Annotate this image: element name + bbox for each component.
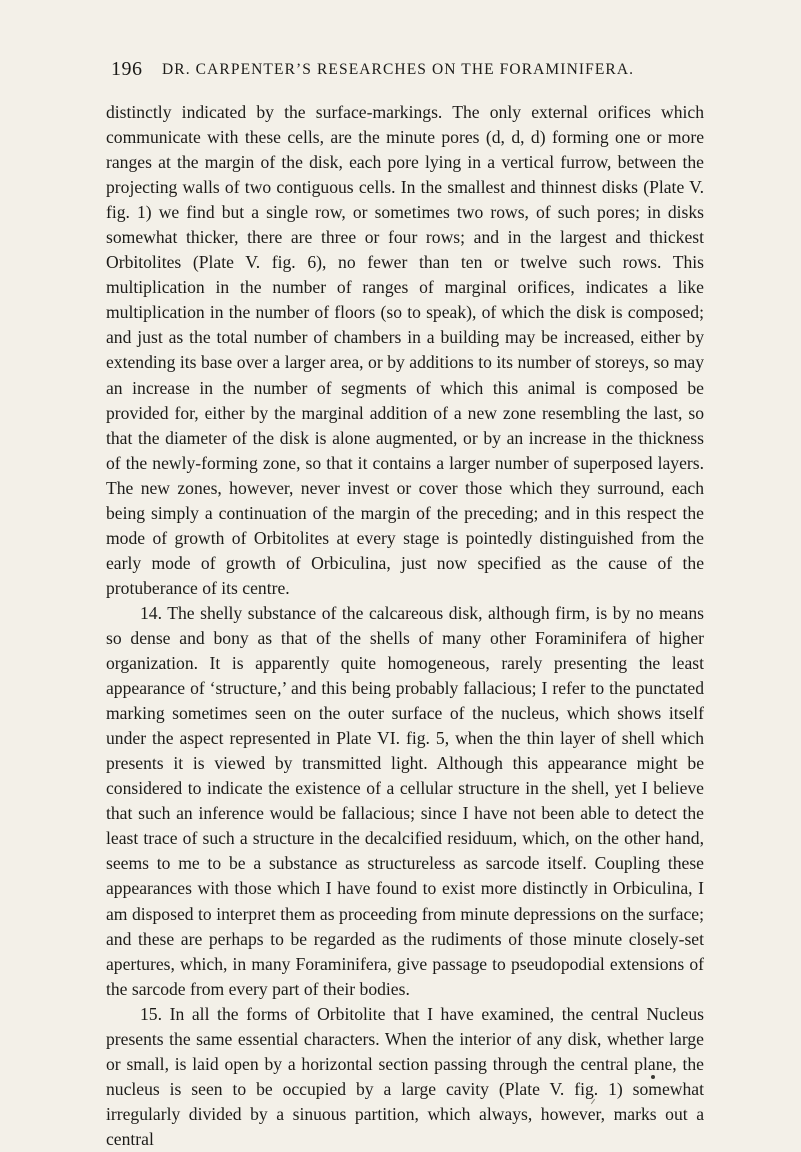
ink-speck <box>651 1075 655 1079</box>
running-title: DR. CARPENTER’S RESEARCHES ON THE FORAMINIFERA. <box>162 61 635 78</box>
body-text <box>106 100 704 1152</box>
paragraph-14: 14. The shelly substance of the calcareous disk, although firm, is by no means so dense and bony as that of the shells of many other Foraminifera of higher organization. It is apparently quite homogeneous, rarely presenting the least appearance of ‘structure,’ and this being probably fallacious; I refer to the punctated marking sometimes seen on the outer surface of the nucleus, which shows itself under the aspect represented in Plate VI. fig. 5, when the thin layer of shell which presents it is viewed by transmitted light. Although this appearance might be considered to indicate the existence of a cellular structure in the shell, yet I believe that such an inference would be fallacious; since I have not been able to detect the least trace of such a structure in the decalcified residuum, which, on the other hand, seems to me to be a substance as structureless as sarcode itself. Coupling these appearances with those which I have found to exist more distinctly in Orbiculina, I am disposed to interpret them as proceeding from minute depressions on the surface; and these are perhaps to be regarded as the rudiments of those minute closely-set apertures, which, in many Foraminifera, give passage to pseudopodial extensions of the sarcode from every part of their bodies. <box>106 602 704 999</box>
paragraph-15: 15. In all the forms of Orbitolite that I have examined, the central Nucleus presents the same essential characters. When the interior of any disk, whether large or small, is laid open by a horizontal section passing through the central plane, the nucleus is seen to be occupied by a large cavity (Plate V. fig. 1) somewhat irregularly divided by a sinuous partition, which always, however, marks out a central <box>106 1003 704 1149</box>
running-head <box>111 58 697 82</box>
page-number: 196 <box>111 58 143 80</box>
paragraph-continued: distinctly indicated by the surface-markings. The only external orifices which communicate with these cells, are the minute pores (d, d, d) forming one or more ranges at the margin of the disk, each pore lying in a vertical furrow, between the projecting walls of two contiguous cells. In the smallest and thinnest disks (Plate V. fig. 1) we find but a single row, or sometimes two rows, of such pores; in disks somewhat thicker, there are three or four rows; and in the largest and thickest Orbitolites (Plate V. fig. 6), no fewer than ten or twelve such rows. This multiplication in the number of ranges of marginal orifices, indicates a like multiplication in the number of floors (so to speak), of which the disk is composed; and just as the total number of chambers in a building may be increased, either by extending its base over a larger area, or by additions to its number of storeys, so may an increase in the number of segments of which this animal is composed be provided for, either by the marginal addition of a new zone resembling the last, so that the diameter of the disk is alone augmented, or by an increase in the thickness of the newly-forming zone, so that it contains a larger number of superposed layers. The new zones, however, never invest or cover those which they surround, each being simply a continuation of the margin of the preceding; and in this respect the mode of growth of Orbitolites at every stage is pointedly distinguished from the early mode of growth of Orbiculina, just now specified as the cause of the protuberance of its centre. <box>106 102 704 598</box>
